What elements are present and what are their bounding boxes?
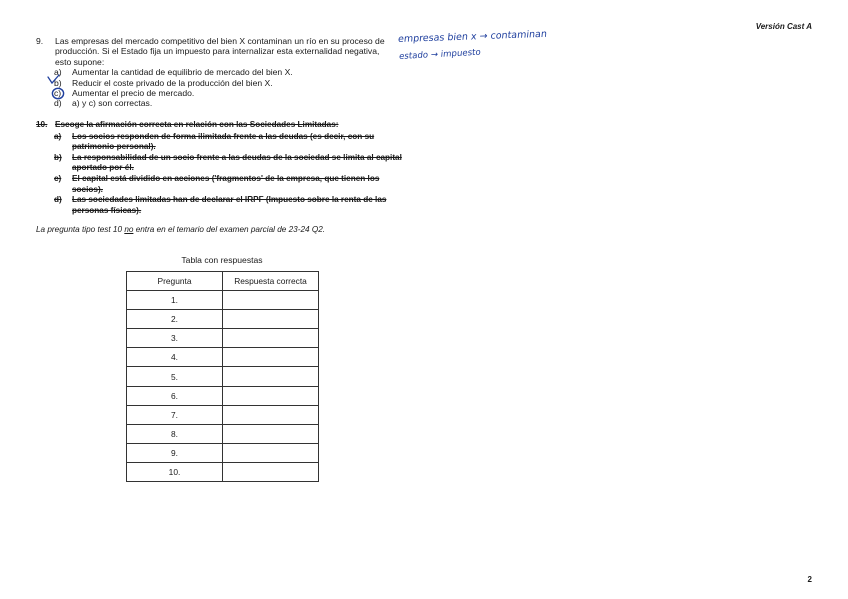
option-letter: b) (54, 77, 62, 88)
table-row (127, 310, 319, 329)
option-letter: a) (54, 131, 62, 141)
option-letter: b) (54, 152, 62, 162)
question-10 (36, 120, 402, 216)
option-letter: a) (54, 67, 62, 78)
question-number: 10. (36, 120, 48, 129)
question-cell: 6. (127, 386, 223, 405)
question-cell: 1. (127, 291, 223, 310)
answer-cell[interactable] (223, 443, 319, 462)
option-a (54, 67, 386, 77)
table-row (127, 367, 319, 386)
note-text: La pregunta tipo test 10 (36, 225, 125, 234)
question-cell: 5. (127, 367, 223, 386)
version-label: Versión Cast A (755, 22, 812, 31)
question-cell: 10. (127, 462, 223, 481)
option-text: Aumentar el precio de mercado. (72, 88, 195, 99)
check-mark-icon (47, 74, 61, 88)
handwritten-note-line: estado → impuesto (398, 47, 482, 63)
answer-cell[interactable] (223, 291, 319, 310)
handwritten-note-line: empresas bien x → contaminan (397, 28, 548, 46)
note-text: entra en el temario del examen parcial de 23-24 Q2. (133, 225, 326, 234)
option-c (54, 174, 402, 195)
option-text: Los socios responden de forma ilimitada frente a las deudas (es decir, con su patrimonio personal). (72, 131, 375, 152)
option-c (54, 88, 386, 98)
question-9 (36, 36, 386, 109)
option-letter: d) (54, 195, 62, 205)
answer-cell[interactable] (223, 405, 319, 424)
option-letter: c) (54, 88, 62, 99)
note-underlined-word: no (124, 225, 134, 234)
answers-table (126, 271, 319, 482)
table-row (127, 348, 319, 367)
option-text: El capital está dividido en acciones ('fragmentos' de la empresa, que tienen los socios). (72, 173, 380, 194)
option-letter: c) (54, 173, 62, 183)
question-cell: 8. (127, 424, 223, 443)
table-row (127, 462, 319, 481)
answer-cell[interactable] (223, 424, 319, 443)
table-row (127, 424, 319, 443)
question-text: Las empresas del mercado competitivo del bien X contaminan un río en su proceso de producción. Si el Estado fija un impuesto para internalizar esta externalidad negativa, esto supone: (55, 36, 385, 67)
option-text: a) y c) son correctas. (72, 98, 153, 109)
option-text: La responsabilidad de un socio frente a las deudas de la sociedad se limita al capital aportado por él. (72, 152, 402, 173)
handwritten-notes (397, 28, 618, 68)
question-number: 9. (36, 36, 44, 46)
question-cell: 2. (127, 310, 223, 329)
option-text: Reducir el coste privado de la producción del bien X. (72, 77, 273, 88)
table-row (127, 405, 319, 424)
table-title: Tabla con respuestas (181, 255, 263, 265)
options-list (54, 67, 386, 109)
table-row (127, 443, 319, 462)
question-cell: 7. (127, 405, 223, 424)
options-list (54, 132, 402, 217)
question-cell: 3. (127, 329, 223, 348)
option-a (54, 132, 402, 153)
question-cell: 9. (127, 443, 223, 462)
table-header-row (127, 272, 319, 291)
page-number: 2 (807, 575, 812, 584)
exam-note (36, 225, 325, 234)
answer-cell[interactable] (223, 462, 319, 481)
option-b (54, 153, 402, 174)
answer-cell[interactable] (223, 386, 319, 405)
answer-cell[interactable] (223, 310, 319, 329)
column-header: Pregunta (127, 272, 223, 291)
option-d (54, 195, 402, 216)
column-header: Respuesta correcta (223, 272, 319, 291)
answer-cell[interactable] (223, 329, 319, 348)
option-b (54, 78, 386, 88)
option-d (54, 98, 386, 108)
option-text: Aumentar la cantidad de equilibrio de mercado del bien X. (72, 67, 293, 78)
table-row (127, 329, 319, 348)
table-row (127, 386, 319, 405)
question-text: Escoge la afirmación correcta en relación con las Sociedades Limitadas: (55, 120, 339, 129)
option-text: Las sociedades limitadas han de declarar el IRPF (Impuesto sobre la renta de las personas físicas). (72, 195, 387, 215)
option-letter: d) (54, 98, 62, 109)
table-row (127, 291, 319, 310)
answer-cell[interactable] (223, 367, 319, 386)
answer-cell[interactable] (223, 348, 319, 367)
question-cell: 4. (127, 348, 223, 367)
